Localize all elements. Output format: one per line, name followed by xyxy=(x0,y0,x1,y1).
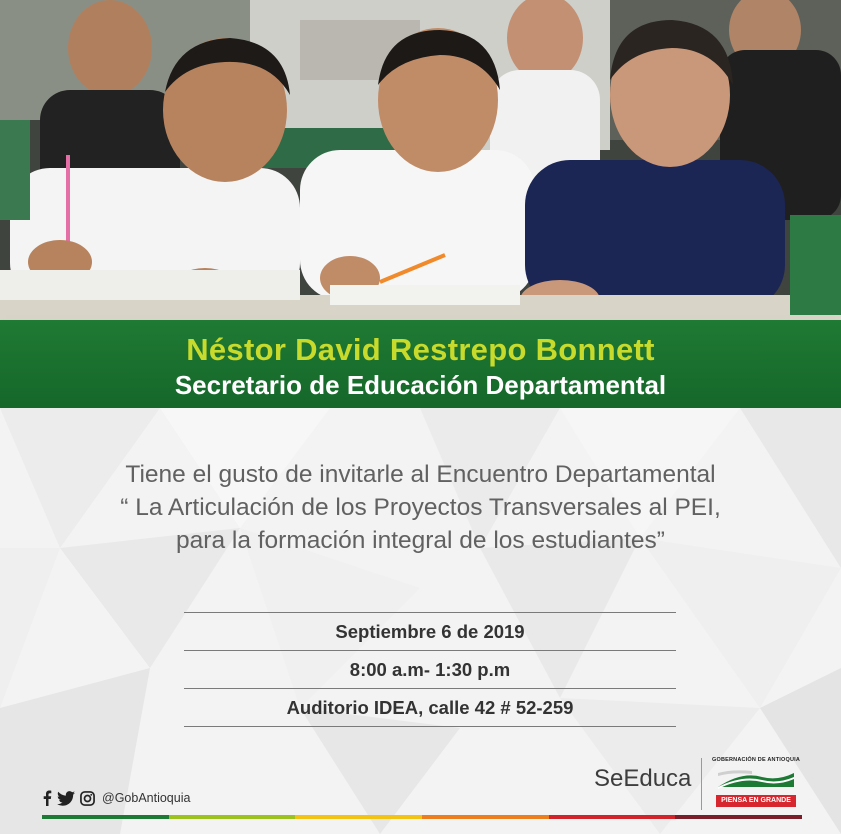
seeduca-logo: SeEduca xyxy=(594,765,692,792)
color-segment xyxy=(42,815,169,819)
color-segment xyxy=(422,815,549,819)
host-role: Secretario de Educación Departamental xyxy=(174,370,667,400)
gobernacion-logo xyxy=(712,757,800,811)
color-segment xyxy=(549,815,676,819)
twitter-icon[interactable] xyxy=(57,791,75,806)
invitation-line-1: Tiene el gusto de invitarle al Encuentro Departamental xyxy=(125,461,716,488)
invitation-line-3: para la formación integral de los estudiantes” xyxy=(176,527,665,554)
social-links xyxy=(42,787,190,809)
gob-title: GOBERNACIÓN DE ANTIOQUIA xyxy=(712,757,801,763)
logo-divider xyxy=(701,758,702,810)
header-banner xyxy=(0,320,841,408)
mountain-flag-icon xyxy=(712,765,800,795)
facebook-icon[interactable] xyxy=(42,790,52,806)
gob-badge: PIENSA EN GRANDE xyxy=(716,795,796,807)
color-segment xyxy=(169,815,296,819)
invitation-line-2: “ La Articulación de los Proyectos Transversales al PEI, xyxy=(120,494,721,521)
event-date: Septiembre 6 de 2019 xyxy=(335,621,525,642)
event-place: Auditorio IDEA, calle 42 # 52-259 xyxy=(286,697,574,718)
students-illustration xyxy=(0,0,841,322)
invitation-text xyxy=(20,458,821,557)
color-bar xyxy=(42,815,802,819)
event-time: 8:00 a.m- 1:30 p.m xyxy=(349,659,511,680)
divider xyxy=(184,726,676,727)
instagram-icon[interactable] xyxy=(80,791,95,806)
color-segment xyxy=(675,815,802,819)
hero-photo xyxy=(0,0,841,322)
social-handle[interactable]: @GobAntioquia xyxy=(102,791,191,805)
event-details xyxy=(184,612,676,727)
host-name: Néstor David Restrepo Bonnett xyxy=(186,332,655,367)
color-segment xyxy=(295,815,422,819)
